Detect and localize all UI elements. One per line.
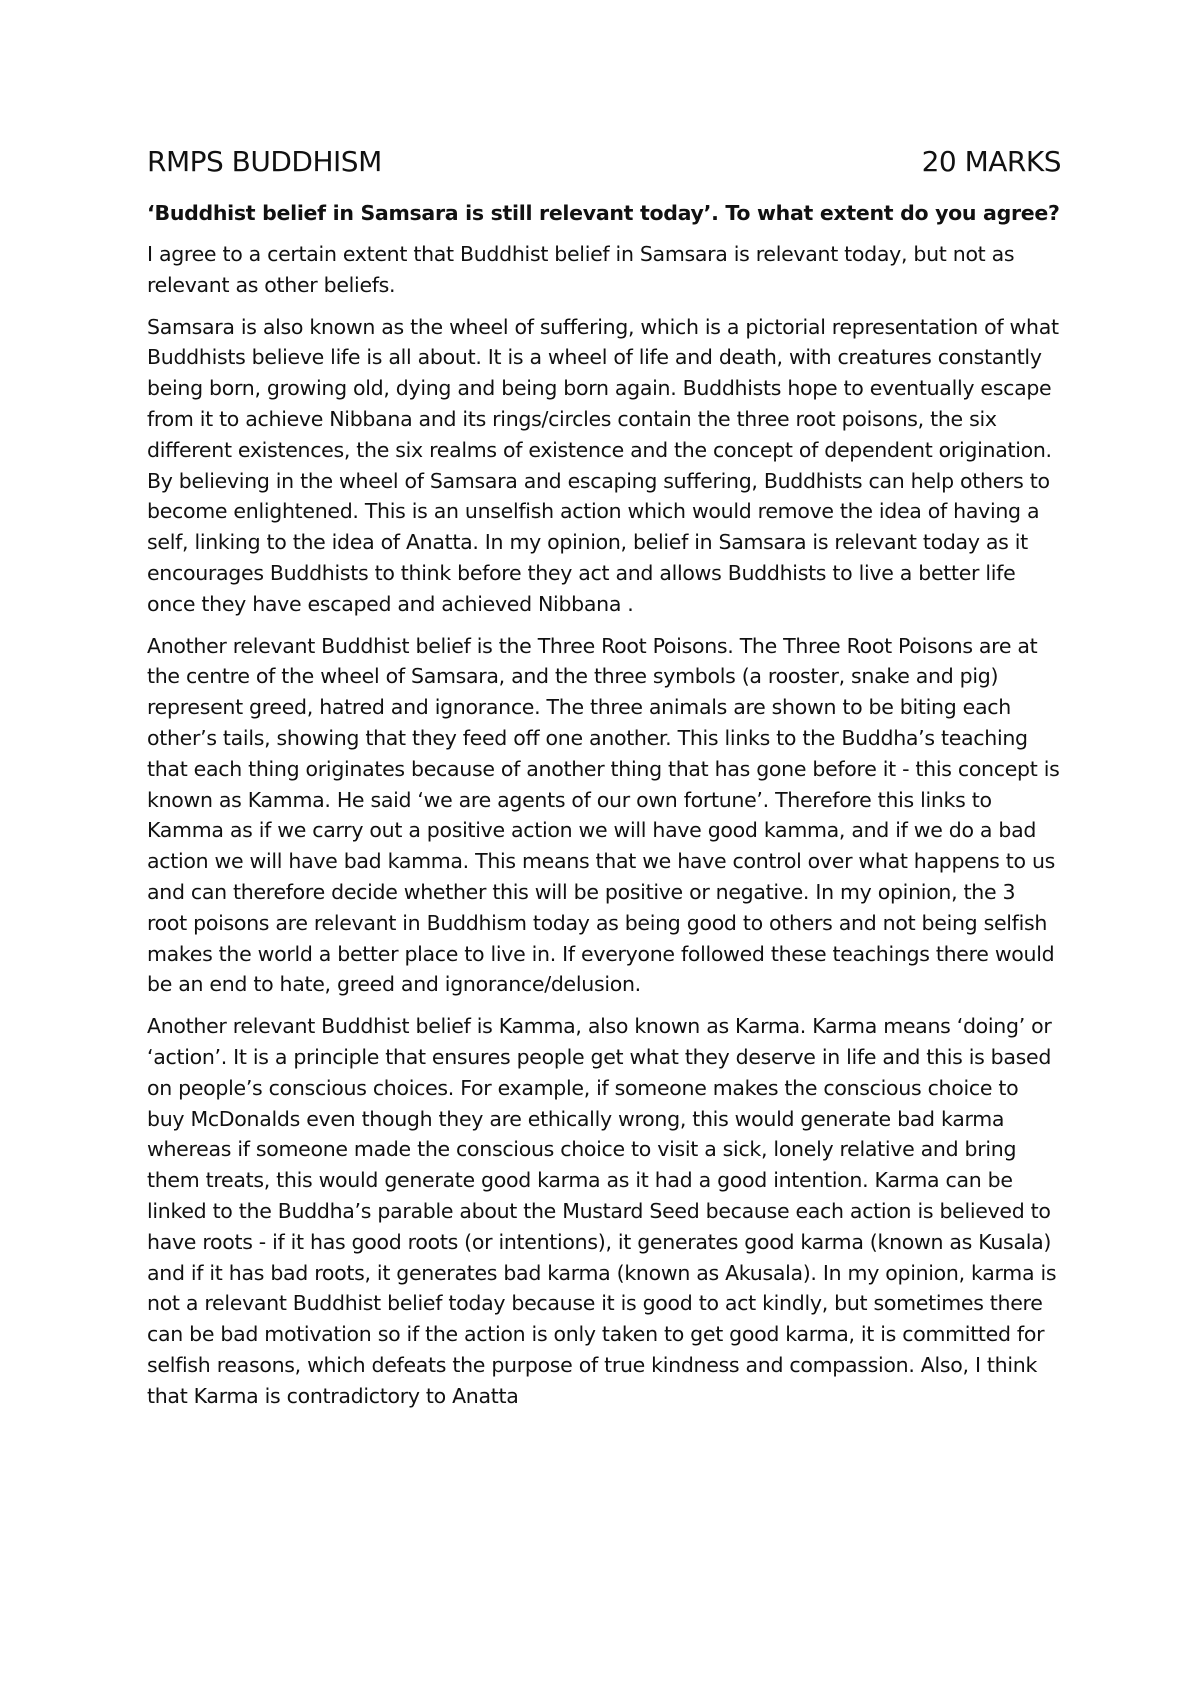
essay-question: ‘Buddhist belief in Samsara is still relevant today’. To what extent do you agree?	[147, 201, 1060, 225]
paragraph-samsara: Samsara is also known as the wheel of suffering, which is a pictorial representation of what Buddhists believe life is all about. It is a wheel of life and death, with creatures constantly being born, growing old, dying and being born again. Buddhists hope to eventually escape from it to achieve Nibbana and its rings/circles contain the three root poisons, the six different existences, the six realms of existence and the concept of dependent origination. By believing in the wheel of Samsara and escaping suffering, Buddhists can help others to become enlightened. This is an unselfish action which would remove the idea of having a self, linking to the idea of Anatta. In my opinion, belief in Samsara is relevant today as it encourages Buddhists to think before they act and allows Buddhists to live a better life once they have escaped and achieved Nibbana .	[147, 314, 1059, 616]
document-header	[147, 145, 1061, 178]
paragraph-intro: I agree to a certain extent that Buddhist belief in Samsara is relevant today, but not as relevant as other beliefs.	[147, 242, 1015, 297]
document-title: RMPS BUDDHISM	[147, 145, 382, 178]
document-page	[147, 145, 1061, 1422]
paragraph-three-root-poisons: Another relevant Buddhist belief is the Three Root Poisons. The Three Root Poisons are at the centre of the wheel of Samsara, and the three symbols (a rooster, snake and pig) represent greed, hatred and ignorance. The three animals are shown to be biting each other’s tails, showing that they feed off one another. This links to the Buddha’s teaching that each thing originates because of another thing that has gone before it - this concept is known as Kamma. He said ‘we are agents of our own fortune’. Therefore this links to Kamma as if we carry out a positive action we will have good kamma, and if we do a bad action we will have bad kamma. This means that we have control over what happens to us and can therefore decide whether this will be positive or negative. In my opinion, the 3 root poisons are relevant in Buddhism today as being good to others and not being selfish makes the world a better place to live in. If everyone followed these teachings there would be an end to hate, greed and ignorance/delusion.	[147, 633, 1060, 997]
paragraph-kamma: Another relevant Buddhist belief is Kamma, also known as Karma. Karma means ‘doing’ or ‘action’. It is a principle that ensures people get what they deserve in life and this is based on people’s conscious choices. For example, if someone makes the conscious choice to buy McDonalds even though they are ethically wrong, this would generate bad karma whereas if someone made the conscious choice to visit a sick, lonely relative and bring them treats, this would generate good karma as it had a good intention. Karma can be linked to the Buddha’s parable about the Mustard Seed because each action is believed to have roots - if it has good roots (or intentions), it generates good karma (known as Kusala) and if it has bad roots, it generates bad karma (known as Akusala). In my opinion, karma is not a relevant Buddhist belief today because it is good to act kindly, but sometimes there can be bad motivation so if the action is only taken to get good karma, it is committed for selfish reasons, which defeats the purpose of true kindness and compassion. Also, I think that Karma is contradictory to Anatta	[147, 1014, 1057, 1408]
marks-label: 20 MARKS	[921, 145, 1061, 178]
